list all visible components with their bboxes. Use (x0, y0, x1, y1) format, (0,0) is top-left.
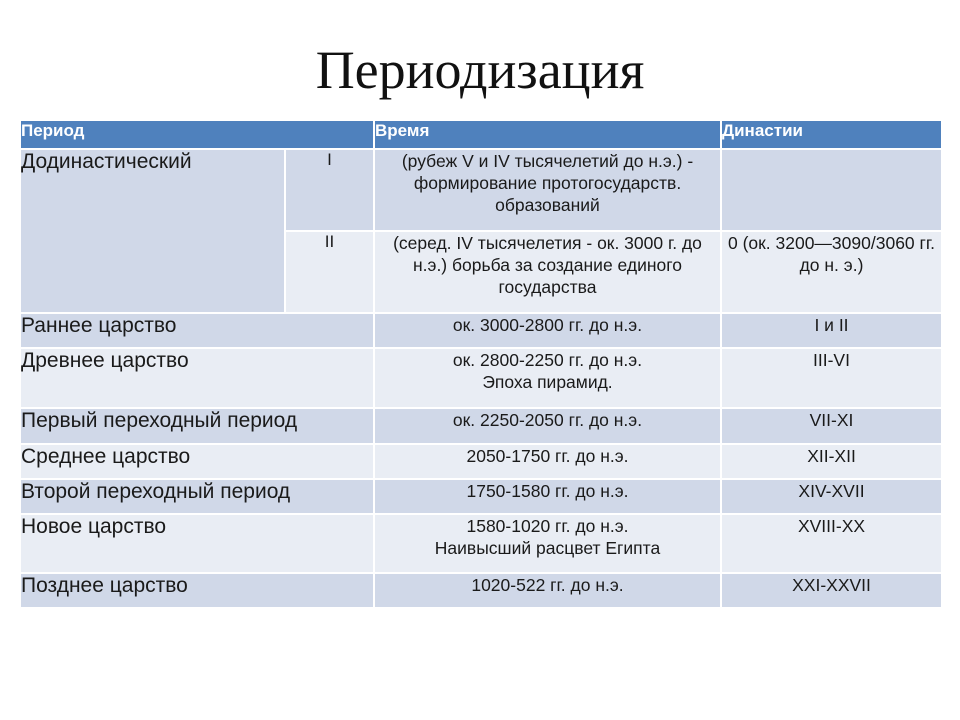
period-cell: Додинастический (20, 149, 285, 313)
time-cell (374, 408, 721, 444)
time-note: Эпоха пирамид. (482, 372, 613, 392)
dynasty-cell: I и II (721, 313, 942, 348)
time-cell: (серед. IV тысячелетия - ок. 3000 г. до н.э.) борьба за создание единого государства (374, 231, 721, 313)
period-cell: Древнее царство (20, 348, 374, 408)
period-cell: Новое царство (20, 514, 374, 573)
time-cell (374, 348, 721, 408)
period-cell: Второй переходный период (20, 479, 374, 514)
period-cell: Первый переходный период (20, 408, 374, 444)
subperiod-cell: I (285, 149, 374, 231)
period-cell: Среднее царство (20, 444, 374, 479)
dynasty-cell: XVIII-XX (721, 514, 942, 573)
table-header-row (20, 120, 942, 149)
periodization-table (19, 119, 943, 609)
time-line: 1580-1020 гг. до н.э. (466, 516, 629, 536)
dynasty-cell: XII-XII (721, 444, 942, 479)
table-row (20, 444, 942, 479)
period-cell: Позднее царство (20, 573, 374, 608)
header-dynasties: Династии (721, 120, 942, 149)
period-cell: Раннее царство (20, 313, 374, 348)
dynasty-cell (721, 149, 942, 231)
time-line: 2050-1750 гг. до н.э. (466, 446, 629, 466)
dynasty-cell: 0 (ок. 3200—3090/3060 гг. до н. э.) (721, 231, 942, 313)
table-row (20, 514, 942, 573)
dynasty-cell: XIV-XVII (721, 479, 942, 514)
time-cell (374, 573, 721, 608)
time-cell: (рубеж V и IV тысячелетий до н.э.) - формирование протогосударств. образований (374, 149, 721, 231)
time-cell (374, 514, 721, 573)
slide-title: Периодизация (315, 40, 645, 100)
dynasty-cell: III-VI (721, 348, 942, 408)
time-line: 1750-1580 гг. до н.э. (466, 481, 629, 501)
time-cell (374, 313, 721, 348)
dynasty-cell: VII-XI (721, 408, 942, 444)
time-line: ок. 2800-2250 гг. до н.э. (452, 350, 643, 370)
table-row (20, 479, 942, 514)
header-time: Время (374, 120, 721, 149)
table-row (20, 149, 942, 231)
time-line: ок. 2250-2050 гг. до н.э. (452, 410, 643, 430)
table-row (20, 313, 942, 348)
table-row (20, 348, 942, 408)
dynasty-cell: XXI-XXVII (721, 573, 942, 608)
time-line: ок. 3000-2800 гг. до н.э. (452, 315, 643, 335)
table-row (20, 408, 942, 444)
header-period: Период (20, 120, 374, 149)
time-cell (374, 444, 721, 479)
subperiod-cell: II (285, 231, 374, 313)
time-cell (374, 479, 721, 514)
time-line: 1020-522 гг. до н.э. (471, 575, 624, 595)
table-row (20, 573, 942, 608)
time-note: Наивысший расцвет Египта (434, 538, 661, 558)
